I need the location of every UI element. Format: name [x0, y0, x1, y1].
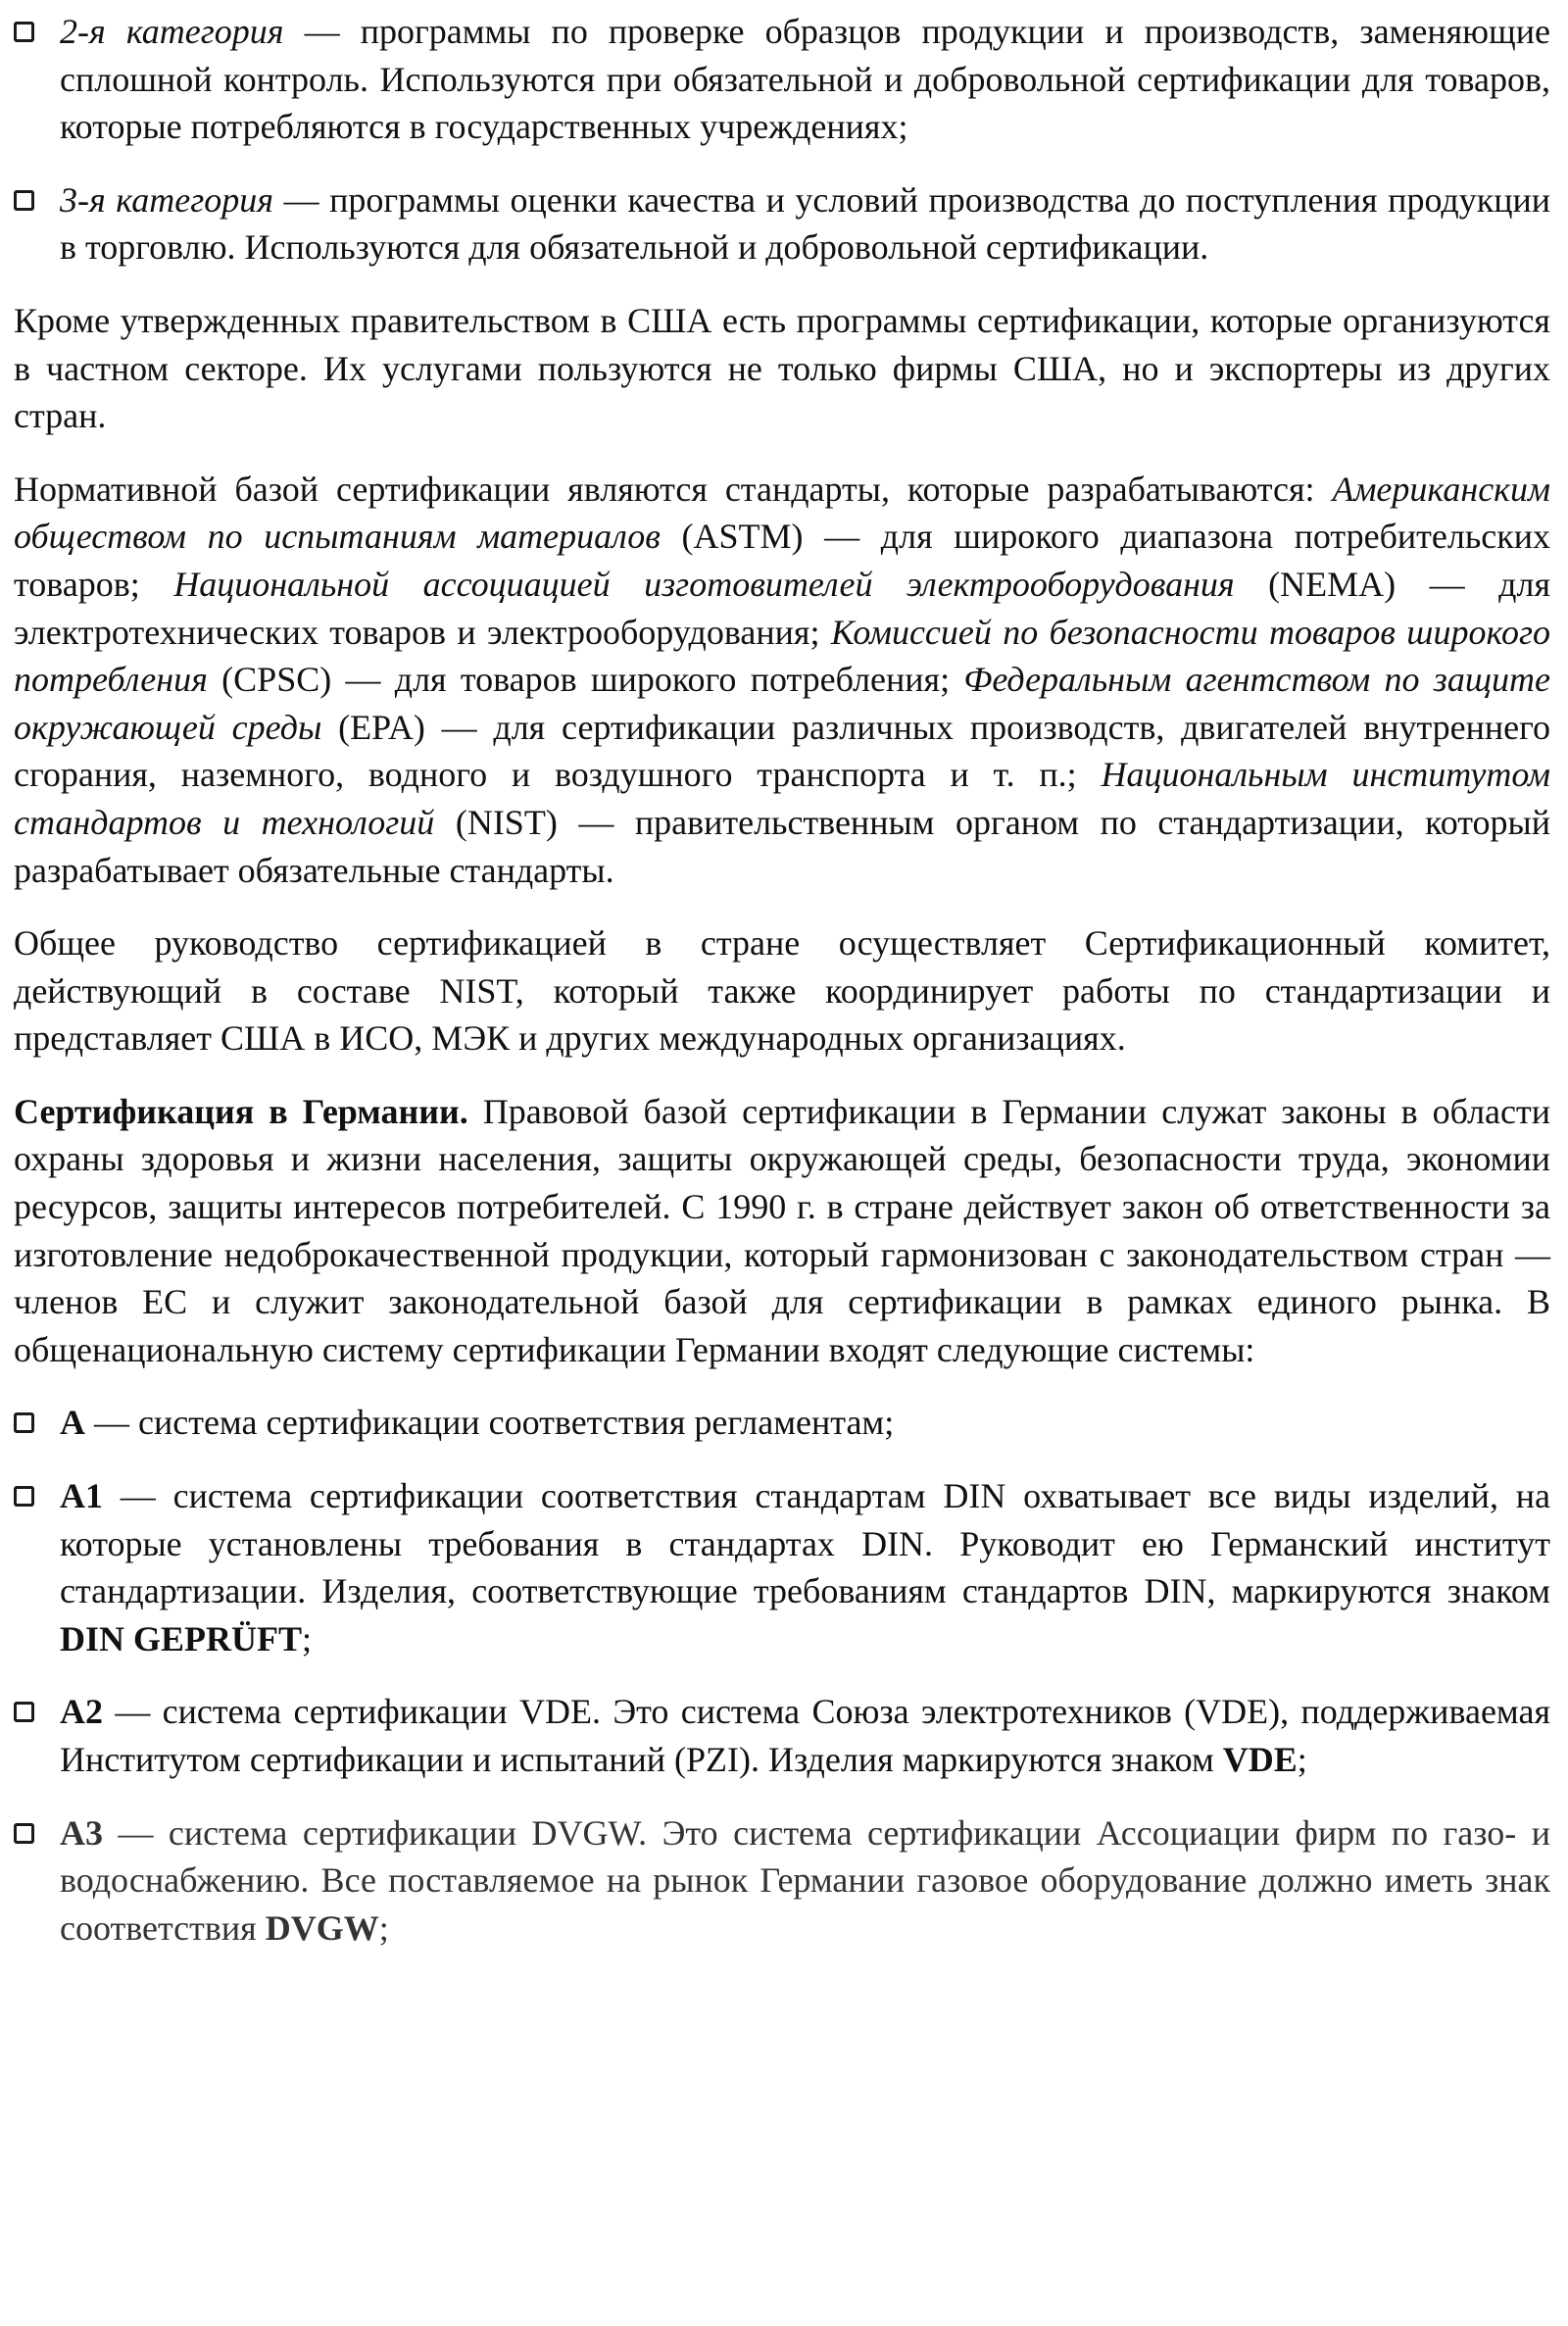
list-item-body: — программы оценки качества и условий производства до поступления продукции в торговлю. Используются для обязательной и добровольной сертификации.: [60, 179, 1551, 268]
text-run: (NIST) — правительственным органом по стандартизации, который разрабатывает обязательные стандарты.: [14, 802, 1551, 890]
list-item-tail: ;: [302, 1618, 313, 1658]
text-run: Правовой базой сертификации в Германии служат законы в области охраны здоровья и жизни населения, защиты окружающей среды, безопасности труда, экономии ресурсов, защиты интересов потребителей. С 1990 г. в стране действует закон об ответственности за изготовление недоброкачественной продукции, который гармонизован с законодательством стран — членов ЕС и служит законодательной базой для сертификации в рамках единого рынка. В общенациональную систему сертификации Германии входят следующие системы:: [14, 1091, 1550, 1369]
paragraph-private-programs: Кроме утвержденных правительством в США есть программы сертификации, которые организуются в частном секторе. Их услугами пользуются не только фирмы США, но и экспортеры из других стран.: [14, 300, 1550, 436]
paragraph-germany: [14, 1088, 1550, 1374]
org-name-nema: Национальной ассоциацией изготовителей электрооборудования: [173, 564, 1235, 604]
list-item-term: А1: [60, 1476, 103, 1516]
list-item-term: 3-я категория: [60, 179, 273, 220]
org-name-nist: Национальным институтом стандартов и технологий: [14, 755, 1550, 842]
checkbox-bullet-icon: [14, 1412, 34, 1433]
text-run: (NEMA) — для электротехнических товаров и электрооборудования;: [14, 564, 1551, 652]
mark-name: DVGW: [265, 1907, 379, 1948]
paragraph-standards-base: [14, 466, 1550, 894]
text-run: (ASTM) — для широкого диапазона потребительских товаров;: [14, 517, 1550, 604]
list-item-system-a3: [14, 1809, 1550, 1953]
section-heading-germany: Сертификация в Германии.: [14, 1091, 468, 1131]
list-item-text: [60, 1809, 1550, 1953]
list-item-tail: ;: [1297, 1740, 1307, 1779]
list-item-text: [60, 1472, 1550, 1662]
list-item-term: А2: [60, 1692, 103, 1732]
list-item-system-a2: [14, 1688, 1550, 1783]
paragraph-certification-committee: Общее руководство сертификацией в стране осуществляет Сертификационный комитет, действующий в составе NIST, который также координирует работы по стандартизации и представляет США в ИСО, МЭК и других международных организациях.: [14, 923, 1550, 1059]
list-item-term: А: [60, 1403, 85, 1443]
text-run: (EPA) — для сертификации различных производств, двигателей внутреннего сгорания, наземного, водного и воздушного транспорта и т. п.;: [14, 707, 1551, 795]
checkbox-bullet-icon: [14, 1486, 34, 1507]
document-page: [14, 8, 1550, 1977]
list-item-text: [60, 176, 1550, 272]
list-item-text: [60, 8, 1550, 151]
list-item-body: — программы по проверке образцов продукции и производств, заменяющие сплошной контроль. Используются при обязательной и добровольной сертификации для товаров, которые потребляются в государственных учреждениях;: [60, 12, 1550, 147]
list-item-body: — система сертификации соответствия стандартам DIN охватывает все виды изделий, на которые установлены требования в стандартах DIN. Руководит ею Германский институт стандартизации. Изделия, соответствующие требованиям стандартов DIN, маркируются знаком: [60, 1476, 1550, 1611]
list-item-term: 2-я категория: [60, 12, 284, 51]
list-item-body: — система сертификации VDE. Это система Союза электротехников (VDE), поддерживаемая Институтом сертификации и испытаний (PZI). Изделия маркируются знаком: [60, 1692, 1550, 1779]
list-item-text: [60, 1688, 1550, 1783]
checkbox-bullet-icon: [14, 22, 34, 42]
checkbox-bullet-icon: [14, 1823, 34, 1844]
list-item-category-2: [14, 8, 1550, 151]
text-run: Нормативной базой сертификации являются стандарты, которые разрабатываются:: [14, 469, 1333, 509]
list-item-body: — система сертификации DVGW. Это система сертификации Ассоциации фирм по газо- и водоснабжению. Все поставляемое на рынок Германии газовое оборудование должно иметь знак соответствия: [60, 1812, 1550, 1948]
list-item-text: [60, 1399, 1550, 1447]
checkbox-bullet-icon: [14, 190, 34, 211]
mark-name: VDE: [1222, 1740, 1298, 1779]
list-item-body: — система сертификации соответствия регламентам;: [85, 1403, 895, 1443]
list-item-category-3: [14, 176, 1550, 272]
org-name-epa: Федеральным агентством по защите окружающей среды: [14, 660, 1550, 747]
org-name-astm: Американским обществом по испытаниям материалов: [14, 469, 1550, 557]
list-item-system-a1: [14, 1472, 1550, 1662]
text-run: (CPSC) — для товаров широкого потребления;: [207, 660, 964, 700]
mark-name: DIN GEPRÜFT: [60, 1618, 303, 1658]
checkbox-bullet-icon: [14, 1702, 34, 1722]
org-name-cpsc: Комиссией по безопасности товаров широкого потребления: [14, 612, 1550, 700]
list-item-term: А3: [60, 1812, 103, 1853]
list-item-system-a: [14, 1399, 1550, 1447]
list-item-tail: ;: [378, 1907, 389, 1948]
